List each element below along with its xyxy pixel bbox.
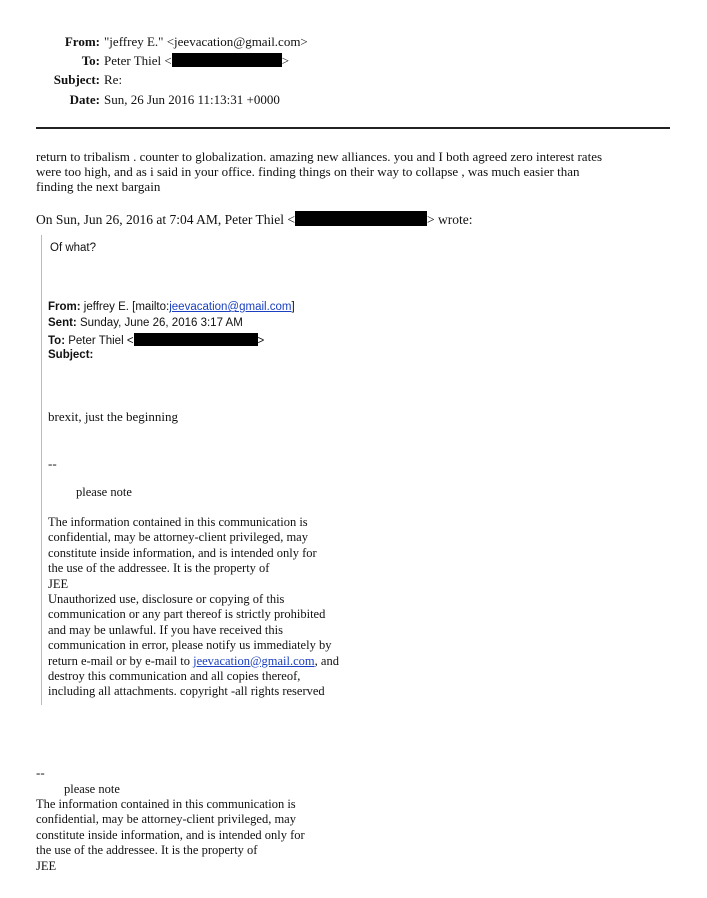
quoted-sent-value: Sunday, June 26, 2016 3:17 AM bbox=[76, 317, 243, 329]
disclaimer-line: Unauthorized use, disclosure or copying of this bbox=[48, 592, 285, 607]
disclaimer-line: communication or any part thereof is strictly prohibited bbox=[48, 607, 326, 622]
disclaimer-line: constitute inside information, and is intended only for bbox=[48, 545, 317, 560]
wrote-suffix: > wrote: bbox=[427, 212, 473, 227]
return-suffix: , and bbox=[314, 653, 339, 668]
quoted-disclaimer bbox=[48, 515, 339, 700]
footer-signature-dashes: -- bbox=[36, 765, 45, 780]
quoted-from-line bbox=[48, 301, 295, 313]
quoted-to-line bbox=[48, 333, 264, 347]
redaction-bar bbox=[295, 211, 427, 226]
quoted-from-label: From: bbox=[48, 301, 81, 313]
to-close: > bbox=[281, 53, 290, 68]
disclaimer-line: JEE bbox=[36, 858, 57, 873]
reply-body bbox=[36, 149, 602, 194]
reply-line: finding the next bargain bbox=[36, 179, 161, 194]
disclaimer-line: The information contained in this communication is bbox=[48, 515, 308, 529]
quote-bar bbox=[41, 235, 42, 705]
from-value: "jeffrey E." <jeevacation@gmail.com> bbox=[104, 34, 308, 49]
quoted-of-what: Of what? bbox=[50, 242, 97, 254]
disclaimer-email-link[interactable]: jeevacation@gmail.com bbox=[193, 653, 315, 668]
redaction-bar bbox=[172, 53, 282, 67]
reply-line: return to tribalism . counter to globalization. amazing new alliances. you and I both agreed zero interest rates bbox=[36, 149, 603, 164]
to-label: To: bbox=[81, 53, 100, 68]
quoted-subject-line bbox=[48, 349, 93, 361]
quoted-to-close: > bbox=[257, 335, 265, 347]
quoted-to-label: To: bbox=[48, 335, 66, 347]
disclaimer-line bbox=[48, 654, 339, 669]
disclaimer-line: JEE bbox=[48, 576, 69, 591]
reply-line: were too high, and as i said in your office. finding things on their way to collapse , was much easier than bbox=[36, 164, 580, 179]
footer-please-note: please note bbox=[64, 782, 120, 796]
quoted-message: brexit, just the beginning bbox=[48, 409, 178, 424]
quoted-subject-label: Subject: bbox=[48, 349, 94, 361]
redaction-bar bbox=[134, 333, 258, 346]
subject-label: Subject: bbox=[53, 72, 100, 87]
disclaimer-line: confidential, may be attorney-client privileged, may bbox=[36, 812, 296, 827]
return-prefix: return e-mail or by e-mail to bbox=[48, 653, 194, 668]
wrote-prefix: On Sun, Jun 26, 2016 at 7:04 AM, Peter Thiel < bbox=[36, 212, 295, 227]
disclaimer-line: confidential, may be attorney-client privileged, may bbox=[48, 530, 308, 545]
disclaimer-line: the use of the addressee. It is the property of bbox=[36, 843, 258, 858]
header-divider bbox=[36, 127, 670, 129]
date-label: Date: bbox=[69, 92, 100, 107]
disclaimer-line: and may be unlawful. If you have received this bbox=[48, 622, 283, 637]
quoted-from-close: ] bbox=[291, 301, 295, 313]
quoted-from-email-link[interactable]: jeevacation@gmail.com bbox=[169, 301, 292, 313]
quoted-sent-label: Sent: bbox=[48, 317, 77, 329]
footer-disclaimer bbox=[36, 797, 305, 874]
to-name: Peter Thiel < bbox=[104, 53, 172, 68]
quoted-to-value: Peter Thiel < bbox=[65, 335, 134, 347]
subject-value: Re: bbox=[104, 72, 123, 87]
disclaimer-line: including all attachments. copyright -all rights reserved bbox=[48, 684, 325, 699]
date-value: Sun, 26 Jun 2016 11:13:31 +0000 bbox=[104, 92, 280, 107]
disclaimer-line: the use of the addressee. It is the property of bbox=[48, 561, 270, 576]
disclaimer-line: destroy this communication and all copies thereof, bbox=[48, 669, 301, 684]
disclaimer-line: The information contained in this communication is bbox=[36, 797, 296, 811]
quoted-from-value: jeffrey E. [mailto: bbox=[80, 301, 170, 313]
wrote-line bbox=[36, 211, 472, 228]
disclaimer-line: constitute inside information, and is intended only for bbox=[36, 827, 305, 842]
from-label: From: bbox=[64, 34, 100, 49]
to-value bbox=[104, 53, 289, 69]
quoted-signature-dashes: -- bbox=[48, 456, 57, 471]
quoted-sent-line bbox=[48, 317, 243, 329]
disclaimer-line: communication in error, please notify us immediately by bbox=[48, 638, 332, 653]
quoted-please-note: please note bbox=[76, 485, 132, 499]
